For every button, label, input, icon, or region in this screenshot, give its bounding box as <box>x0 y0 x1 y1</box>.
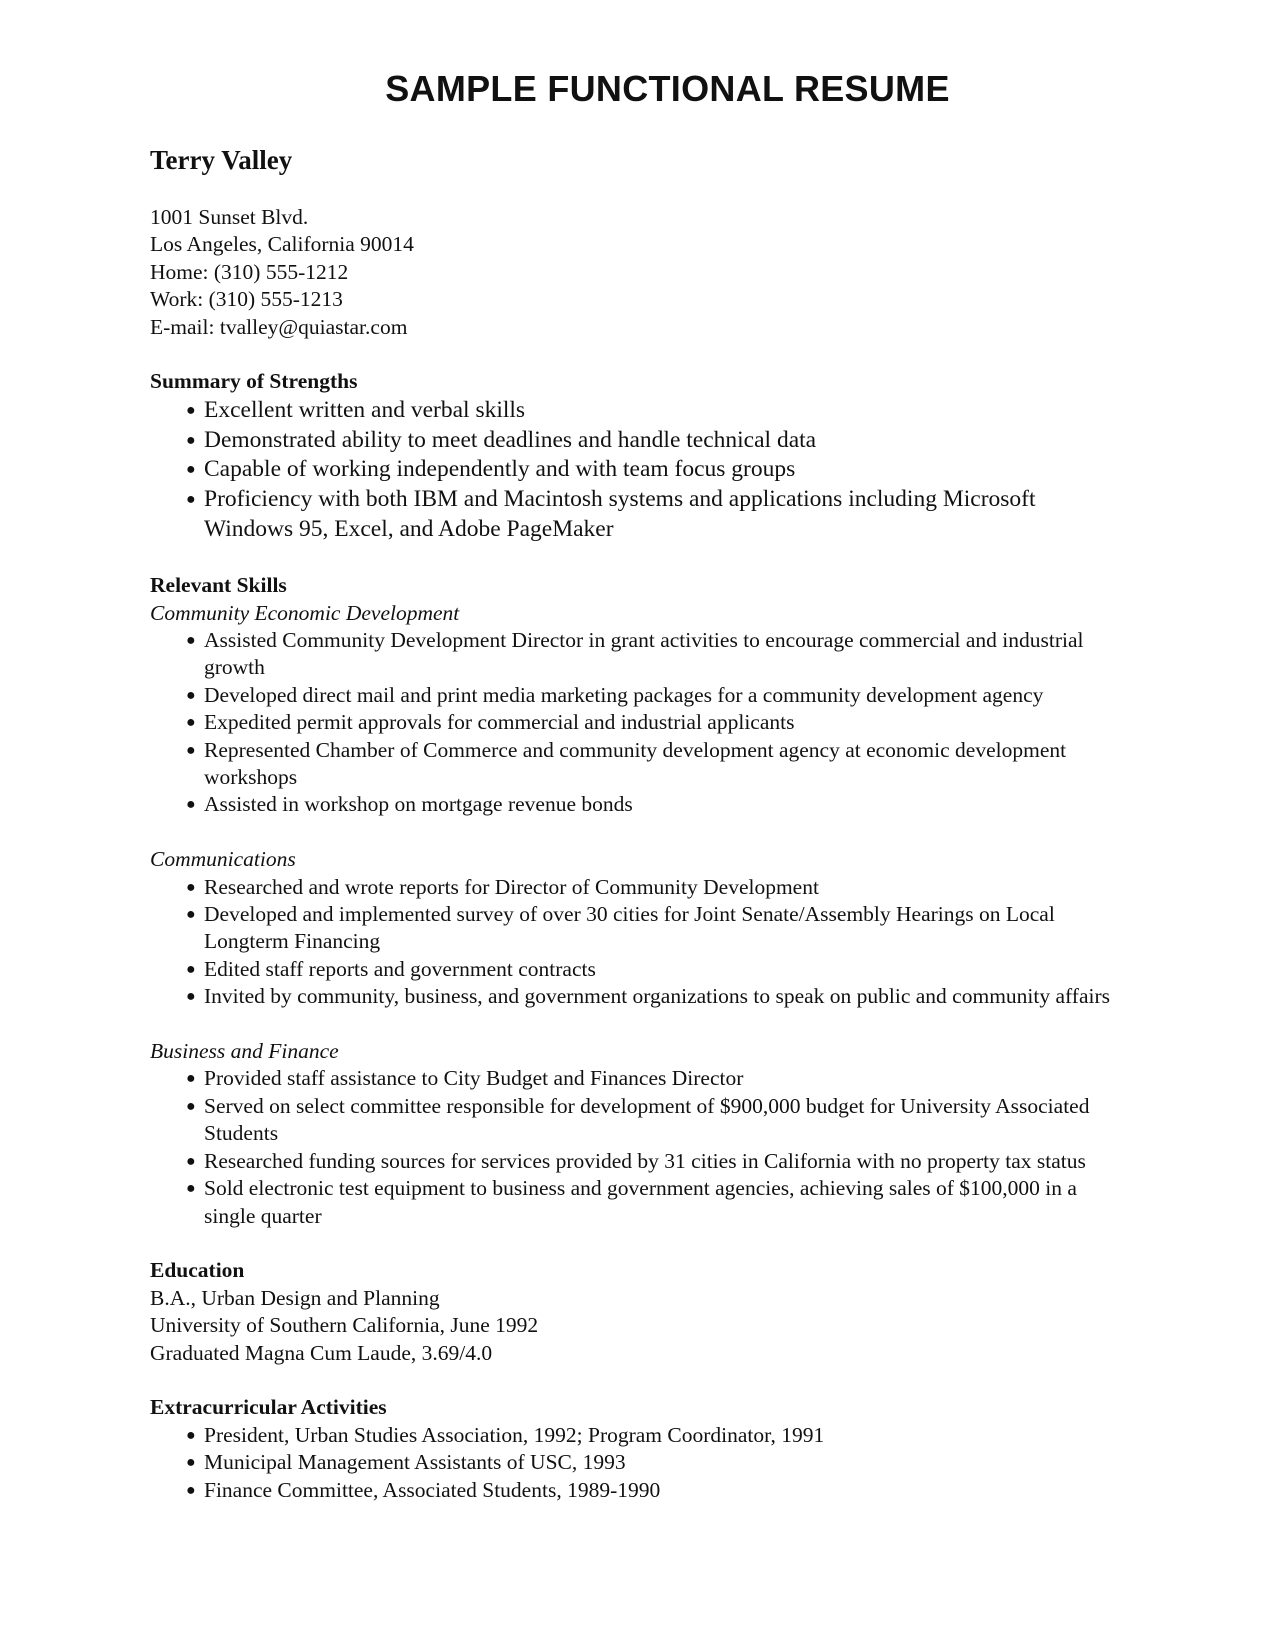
list-item <box>186 426 1125 456</box>
bullet-icon: ● <box>186 431 196 449</box>
bullet-icon: ● <box>186 461 196 479</box>
list-item <box>186 485 1125 545</box>
bullet-icon: ● <box>186 1481 196 1499</box>
activities-heading: Extracurricular Activities <box>150 1395 387 1420</box>
bullet-icon: ● <box>186 796 196 814</box>
bullet-icon: ● <box>186 401 196 419</box>
education-line: B.A., Urban Design and Planning <box>150 1285 440 1310</box>
skill-group-list <box>150 1065 1125 1229</box>
bullet-icon: ● <box>186 741 196 759</box>
document-title: SAMPLE FUNCTIONAL RESUME <box>385 68 950 109</box>
list-item <box>186 737 1125 792</box>
list-item-text: Assisted in workshop on mortgage revenue bonds <box>204 792 633 817</box>
list-item <box>186 682 1125 709</box>
list-item <box>186 1477 1125 1504</box>
email: E-mail: tvalley@quiastar.com <box>150 314 408 339</box>
list-item <box>186 709 1125 736</box>
list-item-text: Developed and implemented survey of over 30 cities for Joint Senate/Assembly Hearings on Local Longterm Financing <box>204 902 1055 954</box>
address-line-1: 1001 Sunset Blvd. <box>150 205 309 229</box>
bullet-icon: ● <box>186 960 196 978</box>
list-item-text: Sold electronic test equipment to business and government agencies, achieving sales of $100,000 in a single quarter <box>204 1176 1077 1228</box>
list-item <box>186 1148 1125 1175</box>
skill-group-list <box>150 874 1125 1011</box>
list-item <box>186 1093 1125 1148</box>
bullet-icon: ● <box>186 491 196 509</box>
bullet-icon: ● <box>186 632 196 650</box>
skill-group-title: Business and Finance <box>150 1039 339 1064</box>
activities-list <box>150 1422 1125 1504</box>
list-item <box>186 791 1125 818</box>
bullet-icon: ● <box>186 714 196 732</box>
list-item <box>186 455 1125 485</box>
list-item <box>186 1065 1125 1092</box>
summary-list <box>150 396 1125 545</box>
skill-group-list <box>150 627 1125 819</box>
list-item-text: Excellent written and verbal skills <box>204 396 526 423</box>
bullet-icon: ● <box>186 686 196 704</box>
education-line: Graduated Magna Cum Laude, 3.69/4.0 <box>150 1340 493 1365</box>
list-item <box>186 396 1125 426</box>
bullet-icon: ● <box>186 1454 196 1472</box>
resume-body <box>150 142 1125 1504</box>
skill-group-title: Communications <box>150 847 296 872</box>
bullet-icon: ● <box>186 1097 196 1115</box>
applicant-name: Terry Valley <box>150 145 293 175</box>
list-item-text: Assisted Community Development Director in grant activities to encourage commercial and industrial growth <box>204 628 1084 680</box>
bullet-icon: ● <box>186 878 196 896</box>
home-phone: Home: (310) 555-1212 <box>150 259 349 284</box>
skills-heading: Relevant Skills <box>150 573 287 598</box>
list-item <box>186 627 1125 682</box>
list-item <box>186 1449 1125 1476</box>
list-item-text: Researched and wrote reports for Director of Community Development <box>204 874 819 899</box>
bullet-icon: ● <box>186 1180 196 1198</box>
list-item-text: Served on select committee responsible for development of $900,000 budget for University Associated Students <box>204 1093 1090 1146</box>
list-item <box>186 956 1125 983</box>
list-item-text: Expedited permit approvals for commercial and industrial applicants <box>204 710 795 735</box>
list-item-text: Represented Chamber of Commerce and community development agency at economic development workshops <box>204 737 1067 790</box>
skill-group-title: Community Economic Development <box>150 600 460 625</box>
list-item-text: Capable of working independently and with team focus groups <box>204 456 796 483</box>
list-item-text: Edited staff reports and government contracts <box>204 956 596 981</box>
list-item-text: Municipal Management Assistants of USC, 1993 <box>204 1450 626 1475</box>
bullet-icon: ● <box>186 1152 196 1170</box>
list-item <box>186 874 1125 901</box>
list-item-text: Finance Committee, Associated Students, 1989-1990 <box>204 1477 661 1502</box>
bullet-icon: ● <box>186 988 196 1006</box>
list-item <box>186 1175 1125 1230</box>
list-item <box>186 901 1125 956</box>
list-item-text: Demonstrated ability to meet deadlines and handle technical data <box>204 426 817 453</box>
contact-block <box>150 204 1125 341</box>
education-heading: Education <box>150 1258 245 1283</box>
address-line-2: Los Angeles, California 90014 <box>150 232 414 257</box>
list-item-text: Invited by community, business, and government organizations to speak on public and community affairs <box>204 984 1111 1009</box>
bullet-icon: ● <box>186 1070 196 1088</box>
list-item <box>186 983 1125 1010</box>
summary-heading: Summary of Strengths <box>150 369 358 394</box>
list-item-text: Researched funding sources for services provided by 31 cities in California with no property tax status <box>204 1148 1086 1173</box>
work-phone: Work: (310) 555-1213 <box>150 287 343 312</box>
list-item-text: Proficiency with both IBM and Macintosh systems and applications including Microsoft Windows 95, Excel, and Adobe PageMaker <box>204 486 1036 543</box>
list-item <box>186 1422 1125 1449</box>
bullet-icon: ● <box>186 1426 196 1444</box>
list-item-text: Provided staff assistance to City Budget and Finances Director <box>204 1066 744 1091</box>
bullet-icon: ● <box>186 906 196 924</box>
education-line: University of Southern California, June 1992 <box>150 1313 539 1338</box>
list-item-text: Developed direct mail and print media marketing packages for a community development agency <box>204 682 1044 707</box>
list-item-text: President, Urban Studies Association, 1992; Program Coordinator, 1991 <box>204 1422 825 1447</box>
